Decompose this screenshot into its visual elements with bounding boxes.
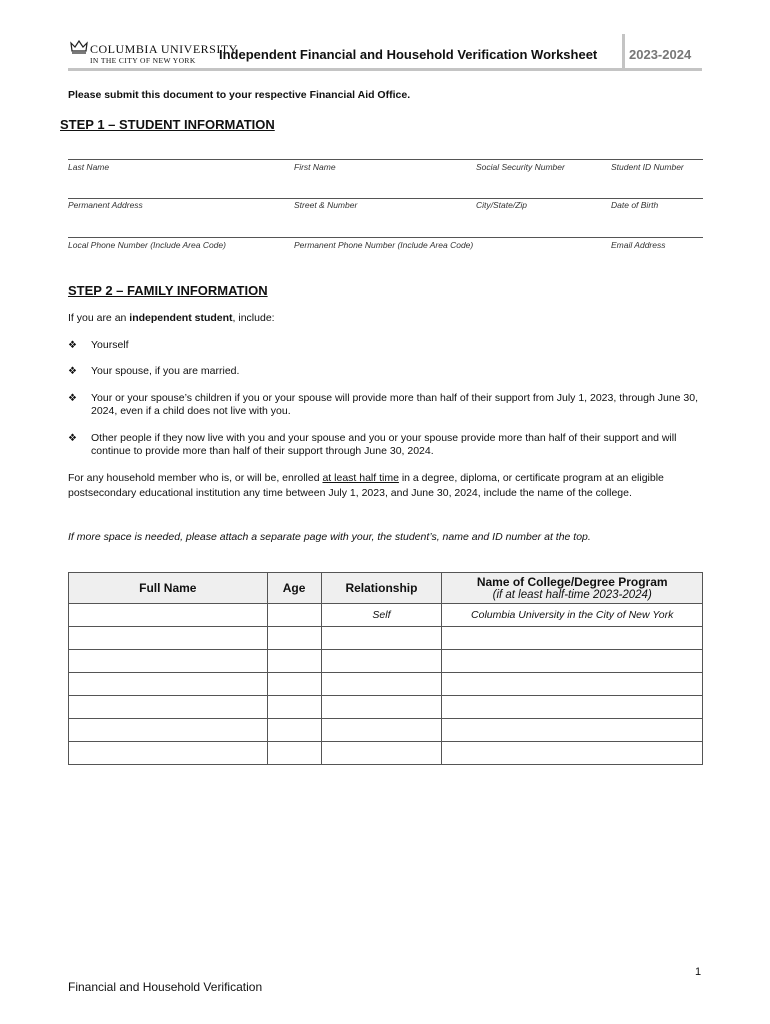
bullet-text: Your or your spouse’s children if you or your spouse will provide more than half of their support from July 1, 2023, through June 30, 2024, even if a child does not live with you. bbox=[91, 392, 699, 417]
cell-relationship[interactable] bbox=[321, 673, 442, 696]
table-row bbox=[69, 696, 703, 719]
bullet-text: Other people if they now live with you and your spouse and you or your spouse provide more than half of their support and will continue to provide more than half of their support through June 30, 2024. bbox=[91, 432, 677, 457]
cell-college[interactable]: Columbia University in the City of New York bbox=[442, 604, 703, 627]
table-row bbox=[69, 673, 703, 696]
bullet-item bbox=[0, 339, 770, 355]
label-first-name: First Name bbox=[294, 162, 336, 172]
bullet-item bbox=[0, 392, 770, 422]
cell-full-name[interactable] bbox=[69, 627, 268, 650]
enroll-suffix: in a degree, diploma, or certificate program at an eligible postsecondary educational institution any time between July 1, 2023, and June 30, 2024, include the name of the college. bbox=[68, 472, 664, 499]
cell-full-name[interactable] bbox=[69, 696, 268, 719]
page-number: 1 bbox=[695, 966, 702, 978]
enroll-underline: at least half time bbox=[322, 472, 399, 484]
label-email: Email Address bbox=[611, 240, 666, 250]
bullet-text: Yourself bbox=[91, 339, 129, 351]
table-row bbox=[69, 719, 703, 742]
enrollment-instruction bbox=[68, 471, 688, 501]
cell-relationship[interactable] bbox=[321, 696, 442, 719]
bullet-item bbox=[0, 365, 770, 381]
label-date-of-birth: Date of Birth bbox=[611, 200, 659, 210]
cell-college[interactable] bbox=[442, 627, 703, 650]
header-divider-right bbox=[625, 68, 702, 71]
cell-relationship[interactable] bbox=[321, 742, 442, 765]
step1-heading: STEP 1 – STUDENT INFORMATION bbox=[60, 117, 275, 132]
label-last-name: Last Name bbox=[68, 162, 110, 172]
cell-college[interactable] bbox=[442, 742, 703, 765]
table-row bbox=[69, 627, 703, 650]
label-permanent-address: Permanent Address bbox=[68, 200, 143, 210]
intro-suffix: , include: bbox=[232, 312, 275, 324]
col-header-college bbox=[442, 573, 703, 604]
label-student-id: Student ID Number bbox=[611, 162, 684, 172]
step2-heading: STEP 2 – FAMILY INFORMATION bbox=[68, 283, 268, 298]
header-vertical-divider bbox=[622, 34, 625, 71]
award-year: 2023-2024 bbox=[629, 47, 692, 62]
label-local-phone: Local Phone Number (Include Area Code) bbox=[68, 240, 226, 250]
table-row bbox=[69, 604, 703, 627]
col-header-full-name: Full Name bbox=[69, 573, 268, 604]
cell-relationship[interactable] bbox=[321, 650, 442, 673]
table-row bbox=[69, 742, 703, 765]
household-members-table bbox=[68, 572, 703, 765]
independent-intro bbox=[68, 311, 275, 326]
col-header-relationship: Relationship bbox=[321, 573, 442, 604]
cell-relationship[interactable] bbox=[321, 719, 442, 742]
enroll-prefix: For any household member who is, or will be, enrolled bbox=[68, 472, 323, 484]
cell-full-name[interactable] bbox=[69, 673, 268, 696]
intro-bold: independent student bbox=[129, 312, 233, 324]
bullet-text: Your spouse, if you are married. bbox=[91, 365, 240, 377]
diamond-bullet-icon: ❖ bbox=[68, 393, 77, 404]
cell-full-name[interactable] bbox=[69, 742, 268, 765]
diamond-bullet-icon: ❖ bbox=[68, 433, 77, 444]
cell-age[interactable] bbox=[267, 719, 321, 742]
col-header-age: Age bbox=[267, 573, 321, 604]
submit-instruction: Please submit this document to your respective Financial Aid Office. bbox=[68, 89, 411, 101]
cell-relationship[interactable] bbox=[321, 627, 442, 650]
label-city-state-zip: City/State/Zip bbox=[476, 200, 528, 210]
cell-relationship[interactable]: Self bbox=[321, 604, 442, 627]
field-line-row1[interactable] bbox=[68, 159, 703, 160]
cell-college[interactable] bbox=[442, 719, 703, 742]
diamond-bullet-icon: ❖ bbox=[68, 366, 77, 377]
cell-college[interactable] bbox=[442, 696, 703, 719]
logo-wordmark: COLUMBIA UNIVERSITY bbox=[90, 42, 238, 56]
cell-age[interactable] bbox=[267, 742, 321, 765]
cell-age[interactable] bbox=[267, 673, 321, 696]
footer-title: Financial and Household Verification bbox=[68, 980, 263, 994]
cell-full-name[interactable] bbox=[69, 719, 268, 742]
table-row bbox=[69, 650, 703, 673]
extra-space-note: If more space is needed, please attach a separate page with your, the student’s, name and ID number at the top. bbox=[68, 531, 591, 543]
table-header-row bbox=[69, 573, 703, 604]
cell-age[interactable] bbox=[267, 650, 321, 673]
label-street-number: Street & Number bbox=[294, 200, 358, 210]
label-permanent-phone: Permanent Phone Number (Include Area Code) bbox=[294, 240, 474, 250]
crown-icon bbox=[70, 40, 88, 54]
college-header-sub: (if at least half-time 2023-2024) bbox=[492, 589, 652, 601]
cell-full-name[interactable] bbox=[69, 604, 268, 627]
cell-age[interactable] bbox=[267, 627, 321, 650]
cell-college[interactable] bbox=[442, 673, 703, 696]
header-divider bbox=[68, 68, 622, 71]
diamond-bullet-icon: ❖ bbox=[68, 340, 77, 351]
columbia-logo bbox=[70, 40, 238, 70]
cell-college[interactable] bbox=[442, 650, 703, 673]
cell-age[interactable] bbox=[267, 696, 321, 719]
logo-subline: IN THE CITY OF NEW YORK bbox=[90, 56, 196, 65]
cell-age[interactable] bbox=[267, 604, 321, 627]
field-line-row3[interactable] bbox=[68, 237, 703, 238]
cell-full-name[interactable] bbox=[69, 650, 268, 673]
college-header-main: Name of College/Degree Program bbox=[476, 575, 668, 589]
intro-prefix: If you are an bbox=[68, 312, 130, 324]
field-line-row2[interactable] bbox=[68, 198, 703, 199]
label-ssn: Social Security Number bbox=[476, 162, 565, 172]
bullet-item bbox=[0, 432, 770, 462]
document-title: Independent Financial and Household Verification Worksheet bbox=[219, 47, 598, 62]
